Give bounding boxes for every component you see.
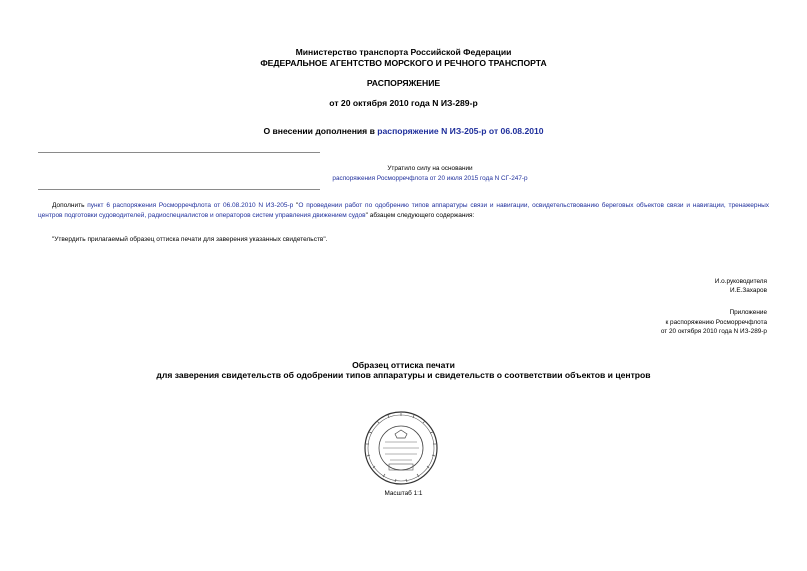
status-link[interactable]: распоряжения Росморречфлота от 20 июля 2015 года N СГ-247-р bbox=[332, 175, 528, 182]
seal-stamp-image bbox=[363, 410, 439, 486]
document-subject bbox=[0, 126, 807, 136]
document-date-number: от 20 октября 2010 года N ИЗ-289-р bbox=[329, 98, 478, 108]
stamp-scale: Масштаб 1:1 bbox=[384, 490, 423, 497]
signature-title: И.о.руководителя bbox=[714, 278, 767, 285]
p1-text-a: Дополнить bbox=[52, 202, 88, 209]
p1-link-title[interactable]: О проведении работ по одобрению типов аппаратуры связи и навигации, освидетельствованию береговых объектов связи и навигации, тренажерных центров подготовки судоводителей, радиоспециалистов и операторов систем управления движением судов bbox=[38, 202, 770, 219]
divider-top bbox=[38, 152, 320, 153]
body-paragraph-2: "Утвердить прилагаемый образец оттиска печати для заверения указанных свидетельств". bbox=[52, 236, 328, 243]
seal-stamp-svg bbox=[363, 410, 439, 486]
p1-link-point6[interactable]: пункт 6 распоряжения Росморречфлота от 06.08.2010 N ИЗ-205-р bbox=[87, 202, 294, 209]
sample-title: Образец оттиска печати bbox=[352, 360, 455, 370]
appendix-ref: к распоряжению Росморречфлота bbox=[665, 319, 767, 326]
subject-prefix: О внесении дополнения в bbox=[263, 126, 378, 136]
appendix-label: Приложение bbox=[729, 309, 767, 316]
p1-text-b: " bbox=[293, 202, 299, 209]
body-paragraph-1 bbox=[38, 201, 769, 220]
subject-link[interactable]: распоряжение N ИЗ-205-р от 06.08.2010 bbox=[377, 126, 544, 136]
ministry-title: Министерство транспорта Российской Федерации bbox=[295, 47, 512, 57]
sample-subtitle: для заверения свидетельств об одобрении типов аппаратуры и свидетельств о соответствии объектов и центров bbox=[156, 370, 651, 380]
appendix-date: от 20 октября 2010 года N ИЗ-289-р bbox=[660, 328, 767, 335]
p1-text-c: " абзацем следующего содержания: bbox=[365, 211, 475, 219]
signature-name: И.Е.Захаров bbox=[729, 287, 767, 294]
divider-bottom bbox=[38, 189, 320, 190]
document-type: РАСПОРЯЖЕНИЕ bbox=[366, 78, 441, 88]
agency-title: ФЕДЕРАЛЬНОЕ АГЕНТСТВО МОРСКОГО И РЕЧНОГО ТРАНСПОРТА bbox=[260, 58, 547, 68]
status-note: Утратило силу на основании bbox=[387, 165, 473, 172]
